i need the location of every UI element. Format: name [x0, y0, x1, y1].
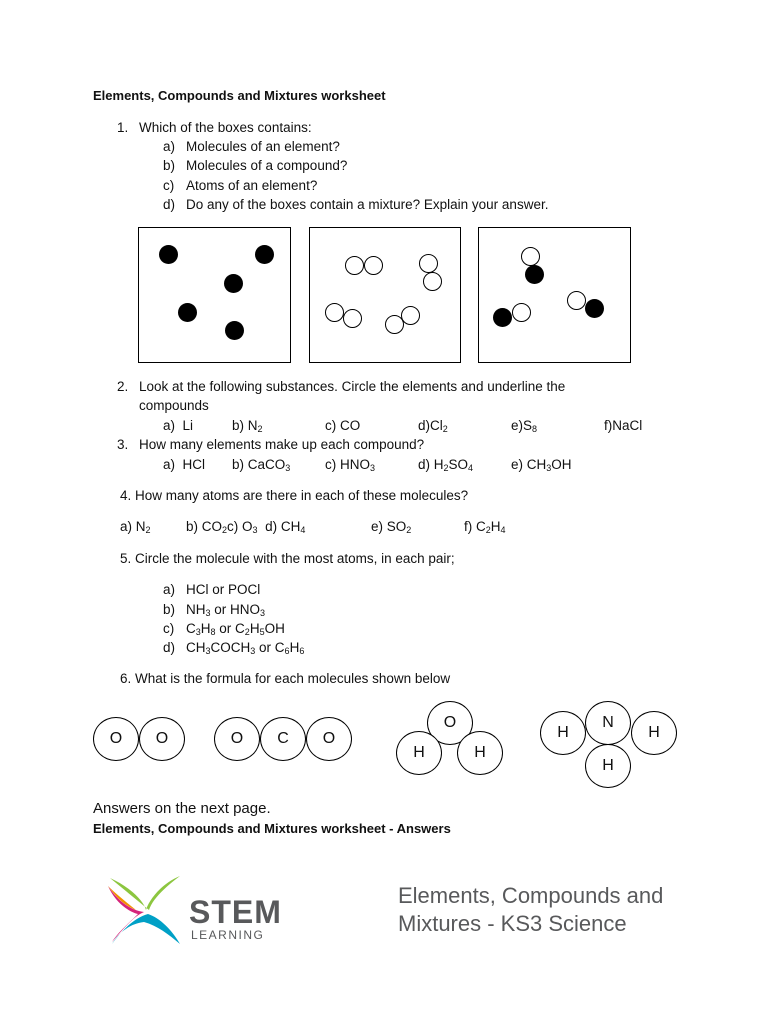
q4-e: e) $SO_2$: [371, 519, 412, 535]
black-atom: [159, 245, 178, 264]
page-heading-line1: Elements, Compounds and: [398, 883, 664, 908]
q3-e: e) $CH_3OH$: [511, 457, 572, 473]
q5-c-label: c): [163, 621, 175, 636]
white-atom: [364, 256, 383, 275]
q5-a-label: a): [163, 582, 176, 597]
q1-d: Do any of the boxes contain a mixture? Explain your answer.: [186, 197, 549, 212]
particle-box-1: [138, 227, 291, 363]
q2-d: $d)Cl_2$: [418, 418, 448, 434]
atom-oxygen: O: [214, 717, 260, 761]
atom-oxygen: O: [306, 717, 352, 761]
q1-prompt: Which of the boxes contains:: [139, 120, 312, 135]
white-atom: [512, 303, 531, 322]
answers-note: Answers on the next page.: [93, 800, 271, 817]
black-atom: [224, 274, 243, 293]
logo-word-stem: STEM: [189, 894, 282, 930]
white-atom: [567, 291, 586, 310]
q2-c: c) CO: [325, 418, 361, 433]
atom-hydrogen: H: [585, 744, 631, 788]
q3-a: a) HCl: [163, 457, 206, 472]
q5-b-label: b): [163, 602, 176, 617]
black-atom: [585, 299, 604, 318]
black-atom: [178, 303, 197, 322]
white-atom: [521, 247, 540, 266]
black-atom: [493, 308, 512, 327]
q2-a: a) Li: [163, 418, 194, 433]
q5-d-label: d): [163, 640, 176, 655]
atom-hydrogen: H: [540, 711, 586, 755]
q2-f: f)NaCl: [604, 418, 643, 433]
q1-a: Molecules of an element?: [186, 139, 340, 154]
q5-c: $C_3H_8$ or $C_2H_5OH$: [186, 621, 285, 637]
particle-box-3: [478, 227, 631, 363]
q5-b: $NH_3$ or $HNO_3$: [186, 602, 266, 618]
q5-a: HCl or POCl: [186, 582, 261, 597]
q2-prompt: Look at the following substances. Circle the elements and underline the: [139, 379, 566, 394]
white-atom: [401, 306, 420, 325]
q1-c: Atoms of an element?: [186, 178, 318, 193]
q1-b: Molecules of a compound?: [186, 158, 348, 173]
q4-a: a) $N_2$: [120, 519, 151, 535]
white-atom: [345, 256, 364, 275]
q5-d: $CH_3COCH_3$ or $C_6H_6$: [186, 640, 305, 656]
particle-box-2: [309, 227, 461, 363]
atom-oxygen: O: [93, 717, 139, 761]
page-heading-line2: Mixtures - KS3 Science: [398, 911, 627, 936]
q2-number: 2.: [117, 379, 129, 394]
q1-d-label: d): [163, 197, 176, 212]
atom-hydrogen: H: [396, 731, 442, 775]
q1-c-label: c): [163, 178, 175, 193]
q5-prompt: 5. Circle the molecule with the most atoms, in each pair;: [120, 551, 455, 566]
q4-b: b) $CO_2c$) $O_3$ d) $CH_4$: [186, 519, 306, 535]
q3-c: c) $HNO_3$: [325, 457, 376, 473]
q3-prompt: How many elements make up each compound?: [139, 437, 425, 452]
q6-prompt: 6. What is the formula for each molecules shown below: [120, 671, 451, 686]
white-atom: [419, 254, 438, 273]
q1-b-label: b): [163, 158, 176, 173]
atom-nitrogen: N: [585, 701, 631, 745]
answers-title: Elements, Compounds and Mixtures worksheet - Answers: [93, 821, 451, 836]
q3-number: 3.: [117, 437, 129, 452]
q4-f: f) $C_2H_4$: [464, 519, 506, 535]
q1-a-label: a): [163, 139, 176, 154]
white-atom: [343, 309, 362, 328]
atom-hydrogen: H: [457, 731, 503, 775]
worksheet-title: Elements, Compounds and Mixtures worksheet: [93, 88, 386, 103]
white-atom: [325, 303, 344, 322]
q4-prompt: 4. How many atoms are there in each of these molecules?: [120, 488, 469, 503]
logo-word-learning: LEARNING: [191, 928, 265, 942]
atom-oxygen: O: [427, 701, 473, 745]
atom-carbon: C: [260, 717, 306, 761]
q3-d: d) $H_2SO_4$: [418, 457, 474, 473]
q2-prompt-2: compounds: [139, 398, 209, 413]
black-atom: [255, 245, 274, 264]
black-atom: [225, 321, 244, 340]
atom-oxygen: O: [139, 717, 185, 761]
q2-e: $e)S_8$: [511, 418, 538, 434]
q1-number: 1.: [117, 120, 129, 135]
q3-b: b) CaCO$_3$: [232, 457, 291, 473]
white-atom: [423, 272, 442, 291]
atom-hydrogen: H: [631, 711, 677, 755]
stem-learning-logo-icon: [104, 872, 186, 948]
black-atom: [525, 265, 544, 284]
q2-b: b) $N_2$: [232, 418, 263, 434]
